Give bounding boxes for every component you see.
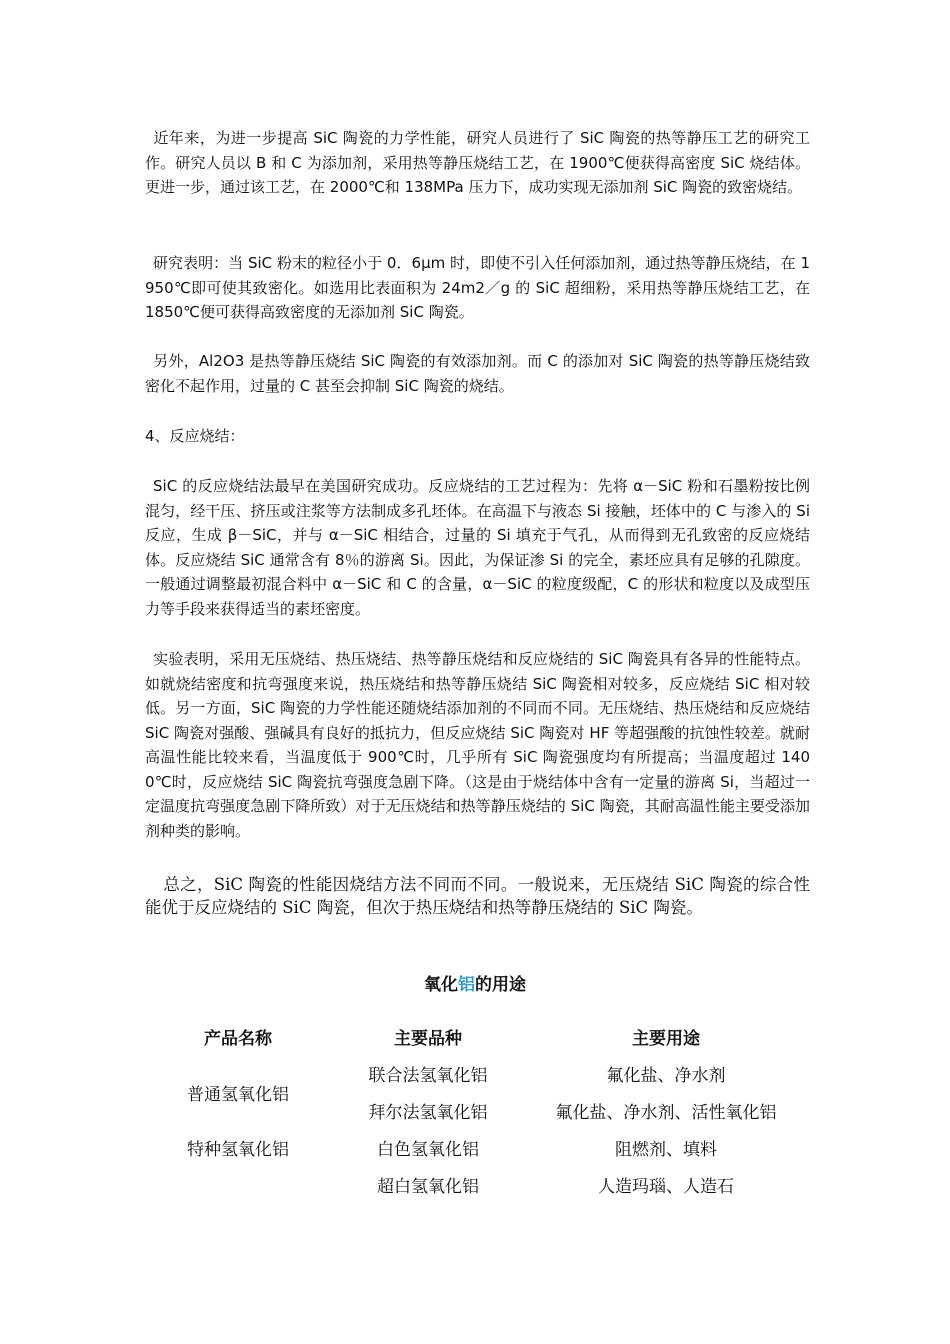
paragraph-text: 近年来，为进一步提高 SiC 陶瓷的力学性能，研究人员进行了 SiC 陶瓷的热等静压工艺的研究工作。研究人员以 B 和 C 为添加剂，采用热等静压烧结工艺，在 1900℃便获得高密度 SiC 烧结体。更进一步，通过该工艺，在 2000℃和 138MPa 压力下，成功实现无添加剂 SiC 陶瓷的致密烧结。 [145,129,810,196]
paragraph-text: SiC 的反应烧结法最早在美国研究成功。反应烧结的工艺过程为：先将 α－SiC 粉和石墨粉按比例混匀，经干压、挤压或注浆等方法制成多孔坯体。在高温下与液态 Si 接触，坯体中的 C 与渗入的 Si 反应，生成 β－SiC，并与 α－SiC 相结合，过量的 Si 填充于气孔，从而得到无孔致密的反应烧结体。反应烧结 SiC 通常含有 8％的游离 Si。因此，为保证渗 Si 的完全，素坯应具有足够的孔隙度。一般通过调整最初混合料中 α－SiC 和 C 的含量，α－SiC 的粒度级配，C 的形状和粒度以及成型压力等手段来获得适当的素坯密度。 [145,477,810,618]
paragraph-text: 另外，Al2O3 是热等静压烧结 SiC 陶瓷的有效添加剂。而 C 的添加对 SiC 陶瓷的热等静压烧结致密化不起作用，过量的 C 甚至会抑制 SiC 陶瓷的烧结。 [145,352,810,395]
table-cell-variety: 联合法氢氧化铝 [368,1066,488,1086]
paragraph-summary [145,873,810,919]
table-cell-variety: 白色氢氧化铝 [377,1140,479,1160]
table-cell-use: 人造玛瑙、人造石 [598,1177,734,1197]
table-cell-variety: 拜尔法氢氧化铝 [368,1103,488,1123]
paragraph-text: 研究表明：当 SiC 粉末的粒径小于 0．6μm 时，即使不引入任何添加剂，通过热等静压烧结，在 1950℃即可使其致密化。如选用比表面积为 24m2／g 的 SiC 超细粉，采用热等静压烧结工艺，在 1850℃便可获得高致密度的无添加剂 SiC 陶瓷。 [145,254,810,321]
table-cell-use: 氟化盐、净水剂 [606,1066,726,1086]
table-cell-use: 氟化盐、净水剂、活性氧化铝 [555,1103,777,1123]
paragraph-hip-intro [145,126,810,200]
paragraph-hip-additives [145,349,810,398]
table-header-product-name: 产品名称 [204,1029,272,1049]
table-cell-use: 阻燃剂、填料 [615,1140,717,1160]
table-header-main-variety: 主要品种 [394,1029,462,1049]
heading-text: 4、反应烧结： [145,427,245,445]
paragraph-hip-research [145,251,810,325]
paragraph-reaction-sintering [145,474,810,621]
title-highlight-link[interactable]: 铝 [458,975,475,995]
table-cell-product-name: 普通氢氧化铝 [187,1085,289,1105]
section-heading-reaction-sintering [145,424,810,449]
title-prefix: 氧化 [424,975,458,995]
paragraph-experiments [145,647,810,843]
table-cell-product-name: 特种氢氧化铝 [187,1140,289,1160]
section-title-alumina-uses [0,970,950,995]
paragraph-text: 实验表明，采用无压烧结、热压烧结、热等静压烧结和反应烧结的 SiC 陶瓷具有各异的性能特点。如就烧结密度和抗弯强度来说，热压烧结和热等静压烧结 SiC 陶瓷相对较多，反应烧结 SiC 相对较低。另一方面，SiC 陶瓷的力学性能还随烧结添加剂的不同而不同。无压烧结、热压烧结和反应烧结 SiC 陶瓷对强酸、强碱具有良好的抵抗力，但反应烧结 SiC 陶瓷对 HF 等超强酸的抗蚀性较差。就耐高温性能比较来看，当温度低于 900℃时，几乎所有 SiC 陶瓷强度均有所提高；当温度超过 1400℃时，反应烧结 SiC 陶瓷抗弯强度急剧下降。（这是由于烧结体中含有一定量的游离 Si，当超过一定温度抗弯强度急剧下降所致）对于无压烧结和热等静压烧结的 SiC 陶瓷，其耐高温性能主要受添加剂种类的影响。 [145,650,810,840]
title-suffix: 的用途 [475,975,526,995]
table-header-main-use: 主要用途 [632,1029,700,1049]
paragraph-text: 总之，SiC 陶瓷的性能因烧结方法不同而不同。一般说来，无压烧结 SiC 陶瓷的综合性能优于反应烧结的 SiC 陶瓷，但次于热压烧结和热等静压烧结的 SiC 陶瓷。 [145,875,810,917]
table-cell-variety: 超白氢氧化铝 [377,1177,479,1197]
